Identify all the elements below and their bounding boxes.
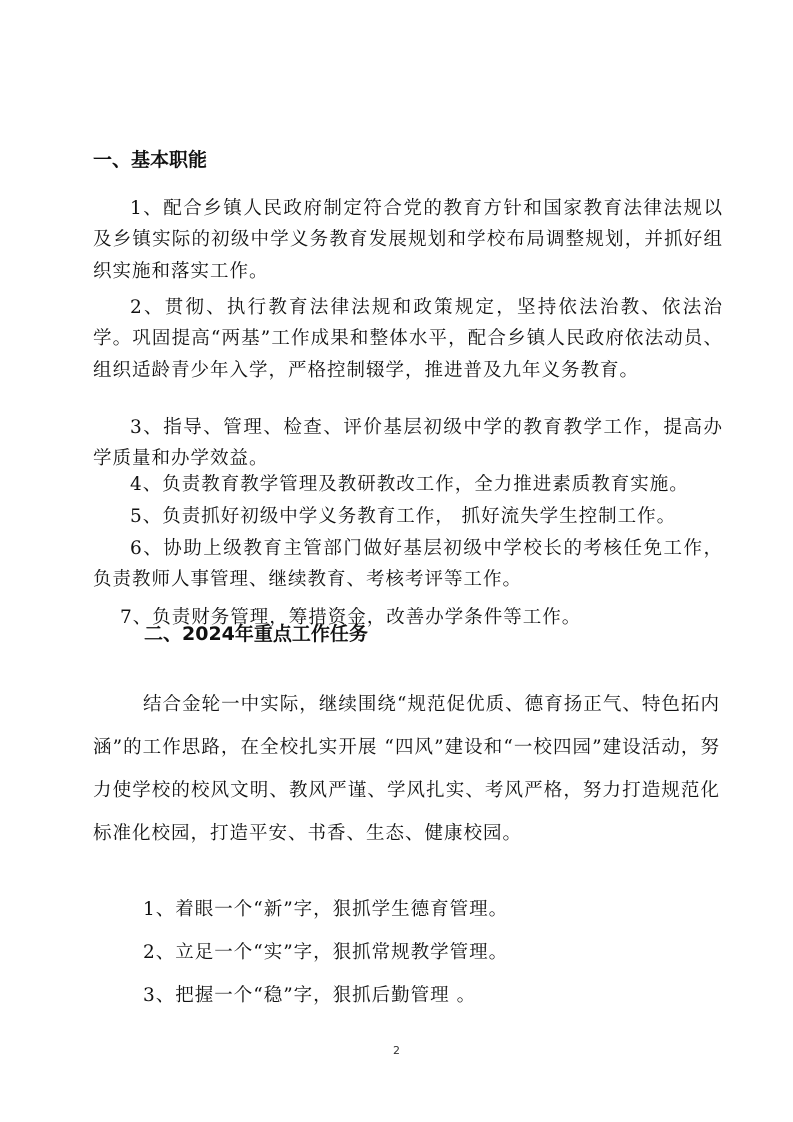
section-heading-basic-functions: 一、基本职能	[93, 149, 208, 171]
key-task-item-2: 2、立足一个“实”字，狠抓常规教学管理。	[143, 941, 509, 963]
function-item-3: 3、指导、管理、检查、评价基层初级中学的教育教学工作，提高办学质量和办学效益。	[93, 416, 723, 469]
section-heading-key-tasks: 二、2024年重点工作任务	[144, 623, 368, 645]
function-item-5: 5、负责抓好初级中学义务教育工作， 抓好流失学生控制工作。	[130, 505, 677, 527]
key-tasks-intro: 结合金轮一中实际，继续围绕“规范促优质、德育扬正气、特色拓内涵”的工作思路，在全校扎实开展 “四风”建设和“一校四园”建设活动，努力使学校的校风文明、教风严谨、学风扎实、考风严格，努力打造规范化标准化校园，打造平安、书香、生态、健康校园。	[93, 693, 720, 844]
function-item-7: 7、负责财务管理，筹措资金，改善办学条件等工作。	[120, 606, 582, 628]
page-number: 2	[393, 1044, 400, 1057]
function-item-1: 1、配合乡镇人民政府制定符合党的教育方针和国家教育法律法规以及乡镇实际的初级中学义务教育发展规划和学校布局调整规划，并抓好组织实施和落实工作。	[93, 197, 723, 282]
function-item-4: 4、负责教育教学管理及教研教改工作，全力推进素质教育实施。	[130, 473, 689, 495]
function-item-6: 6、协助上级教育主管部门做好基层初级中学校长的考核任免工作，负责教师人事管理、继续教育、考核考评等工作。	[93, 537, 723, 590]
key-task-item-3: 3、把握一个“稳”字，狠抓后勤管理 。	[143, 984, 477, 1006]
function-item-2: 2、贯彻、执行教育法律法规和政策规定，坚持依法治教、依法治学。巩固提高“两基”工作成果和整体水平，配合乡镇人民政府依法动员、组织适龄青少年入学，严格控制辍学，推进普及九年义务教育。	[93, 296, 723, 381]
key-task-item-1: 1、着眼一个“新”字，狠抓学生德育管理。	[143, 898, 509, 920]
